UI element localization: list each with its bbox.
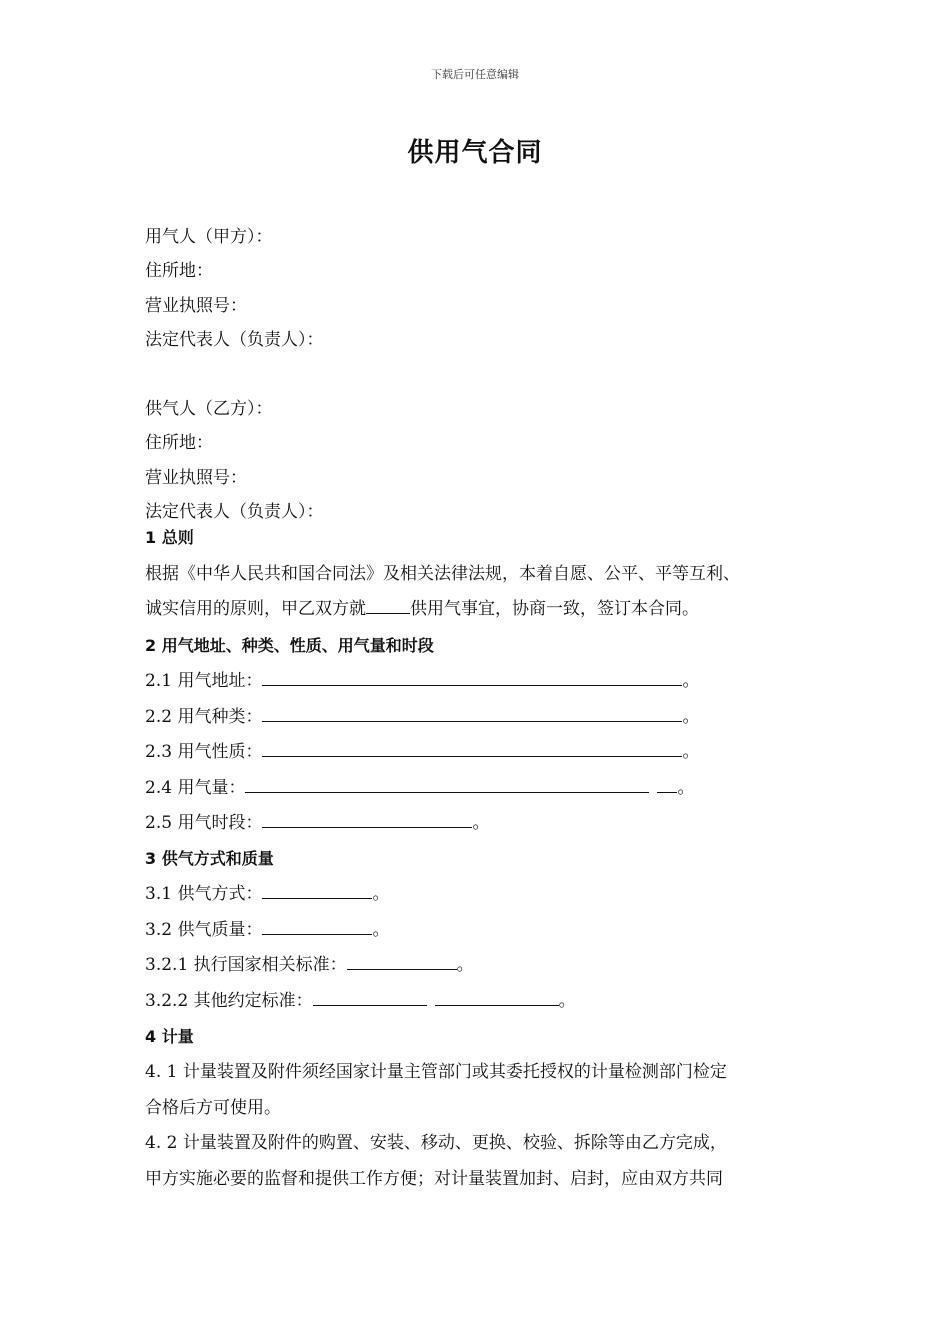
fill-blank[interactable]: [366, 598, 410, 614]
fill-blank[interactable]: [262, 706, 682, 722]
section-1-para-line-1: 根据《中华人民共和国合同法》及相关法律法规，本着自愿、公平、平等互利、: [145, 564, 740, 584]
section-3-heading: 3 供气方式和质量: [145, 849, 274, 868]
party-b-name-label: 供气人（乙方）：: [145, 399, 273, 419]
party-a-name-label: 用气人（甲方）：: [145, 227, 273, 247]
section-1-para-post: 供用气事宜，协商一致，签订本合同。: [410, 599, 699, 619]
item-2-4: [145, 777, 694, 799]
item-label: 3.1 供气方式：: [145, 884, 263, 904]
item-label: 2.1 用气地址：: [145, 671, 263, 691]
item-end: 。: [682, 742, 700, 762]
header-note: 下载后可任意编辑: [431, 68, 519, 81]
item-2-3: [145, 741, 699, 763]
item-label: 2.4 用气量：: [145, 778, 246, 798]
section-4-line-2: 合格后方可使用。: [145, 1098, 281, 1118]
item-label: 2.2 用气种类：: [145, 707, 263, 727]
fill-blank[interactable]: [347, 954, 457, 970]
section-1-heading: 1 总则: [145, 528, 194, 547]
fill-blank[interactable]: [657, 777, 677, 793]
item-label: 3.2 供气质量：: [145, 920, 263, 940]
document-title: 供用气合同: [407, 138, 543, 168]
party-b-address-label: 住所地：: [145, 433, 213, 453]
item-end: 。: [682, 707, 700, 727]
party-b-license-label: 营业执照号：: [145, 468, 247, 488]
fill-blank[interactable]: [262, 741, 682, 757]
item-end: 。: [558, 991, 576, 1011]
item-3-1: [145, 883, 389, 905]
item-end: 。: [372, 920, 390, 940]
party-a-license-label: 营业执照号：: [145, 296, 247, 316]
item-label: 2.5 用气时段：: [145, 813, 263, 833]
fill-blank[interactable]: [262, 919, 372, 935]
fill-blank[interactable]: [262, 883, 372, 899]
party-b-rep-label: 法定代表人（负责人）：: [145, 502, 324, 522]
item-label: 3.2.1 执行国家相关标准：: [145, 955, 347, 975]
item-3-2-1: [145, 954, 474, 976]
fill-blank[interactable]: [313, 990, 427, 1006]
item-2-5: [145, 812, 489, 834]
party-a-address-label: 住所地：: [145, 261, 213, 281]
item-2-1: [145, 670, 699, 692]
section-4-line-1: 4. 1 计量装置及附件须经国家计量主管部门或其委托授权的计量检测部门检定: [145, 1062, 727, 1082]
item-3-2: [145, 919, 389, 941]
item-end: 。: [682, 671, 700, 691]
item-2-2: [145, 706, 699, 728]
item-label: 3.2.2 其他约定标准：: [145, 991, 313, 1011]
section-1-para-line-2: [145, 598, 699, 620]
fill-blank[interactable]: [262, 670, 682, 686]
item-end: 。: [456, 955, 474, 975]
section-2-heading: 2 用气地址、种类、性质、用气量和时段: [145, 636, 434, 655]
fill-blank[interactable]: [435, 990, 559, 1006]
item-end: 。: [372, 884, 390, 904]
item-label: 2.3 用气性质：: [145, 742, 263, 762]
fill-blank[interactable]: [262, 812, 472, 828]
section-1-para-pre: 诚实信用的原则，甲乙双方就: [145, 599, 366, 619]
item-end: 。: [472, 813, 490, 833]
party-a-rep-label: 法定代表人（负责人）：: [145, 330, 324, 350]
item-3-2-2: [145, 990, 576, 1012]
section-4-line-3: 4. 2 计量装置及附件的购置、安装、移动、更换、校验、拆除等由乙方完成，: [145, 1133, 727, 1153]
section-4-heading: 4 计量: [145, 1027, 194, 1046]
item-end: 。: [677, 778, 695, 798]
section-4-line-4: 甲方实施必要的监督和提供工作方便；对计量装置加封、启封，应由双方共同: [145, 1169, 723, 1189]
fill-blank[interactable]: [245, 777, 649, 793]
